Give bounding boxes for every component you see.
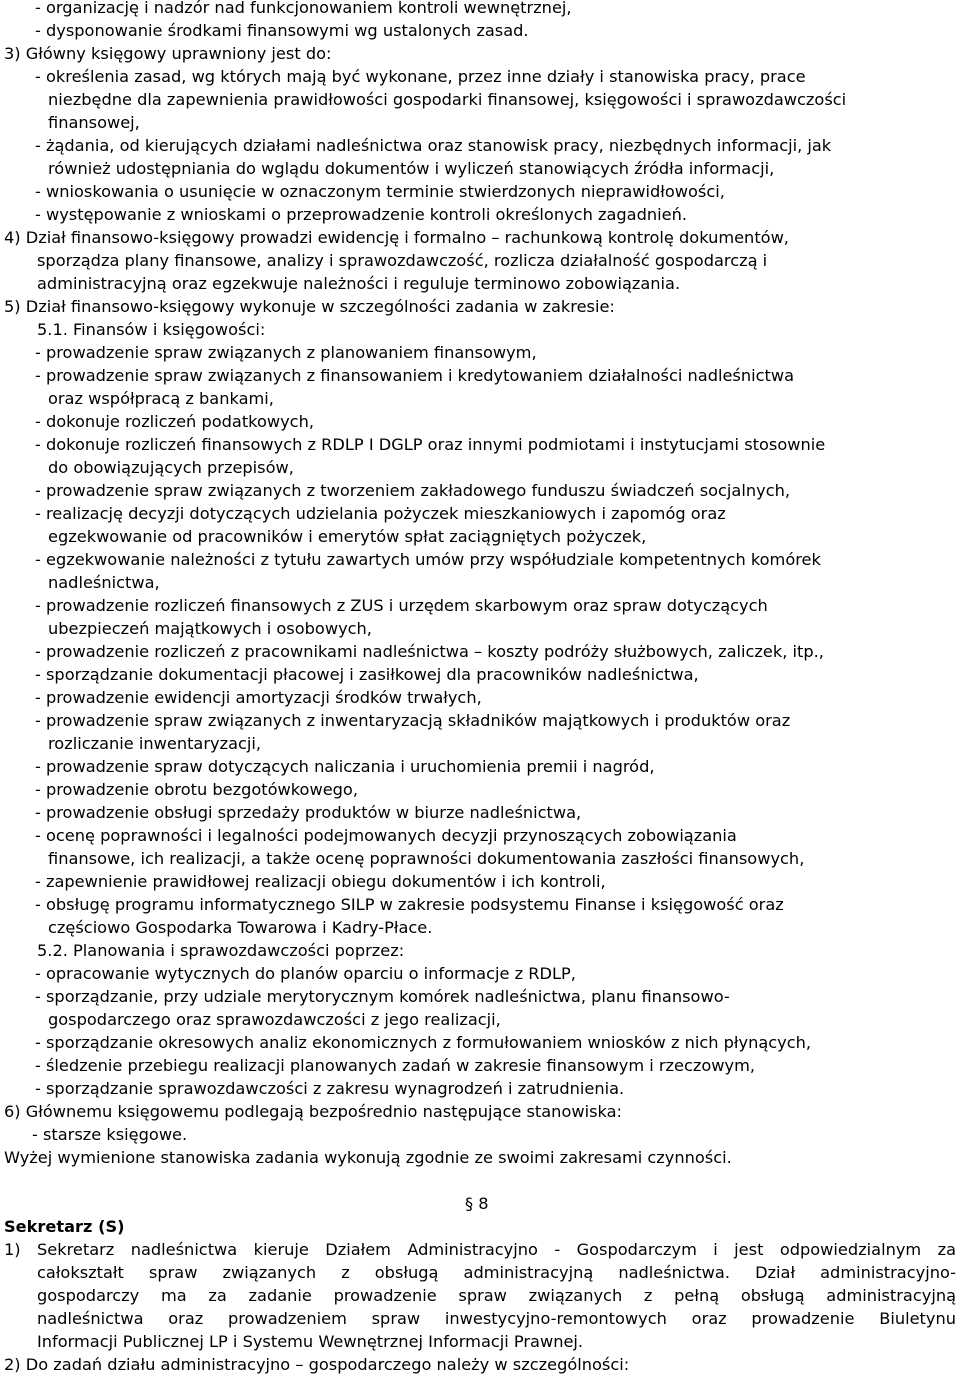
section-heading: 5.1. Finansów i księgowości: — [37, 320, 266, 339]
text-line: niezbędne dla zapewnienia prawidłowości gospodarki finansowej, księgowości i sprawozdawczości — [48, 90, 847, 109]
text-line: - prowadzenie spraw dotyczących naliczania i uruchomienia premii i nagród, — [35, 757, 655, 776]
text-line: - prowadzenie spraw związanych z planowaniem finansowym, — [35, 343, 537, 362]
text-line: - wnioskowania o usunięcie w oznaczonym terminie stwierdzonych nieprawidłowości, — [35, 182, 725, 201]
text-line: - obsługę programu informatycznego SILP w zakresie podsystemu Finanse i księgowość oraz — [35, 895, 784, 914]
paragraph-number: § 8 — [465, 1194, 489, 1213]
text-line: 5) Dział finansowo-księgowy wykonuje w szczególności zadania w zakresie: — [4, 297, 615, 316]
text-line: - prowadzenie spraw związanych z inwentaryzacją składników majątkowych i produktów oraz — [35, 711, 791, 730]
text-line: - sporządzanie, przy udziale merytorycznym komórek nadleśnictwa, planu finansowo- — [35, 987, 730, 1006]
text-line: egzekwowanie od pracowników i emerytów spłat zaciągniętych pożyczek, — [48, 527, 647, 546]
text-line: rozliczanie inwentaryzacji, — [48, 734, 262, 753]
text-line: 3) Główny księgowy uprawniony jest do: — [4, 44, 332, 63]
text-line: nadleśnictwa oraz prowadzeniem spraw inwestycyjno-remontowych oraz prowadzenie Biuletynu — [37, 1309, 956, 1328]
text-line: - opracowanie wytycznych do planów oparciu o informacje z RDLP, — [35, 964, 576, 983]
text-line: - określenia zasad, wg których mają być wykonane, przez inne działy i stanowiska pracy, prace — [35, 67, 806, 86]
text-line: finansowej, — [48, 113, 140, 132]
text-line: również udostępniania do wglądu dokumentów i wyliczeń stanowiących źródła informacji, — [48, 159, 775, 178]
text-line: - dysponowanie środkami finansowymi wg ustalonych zasad. — [35, 21, 529, 40]
text-line: - dokonuje rozliczeń podatkowych, — [35, 412, 314, 431]
section-heading: 5.2. Planowania i sprawozdawczości poprzez: — [37, 941, 405, 960]
text-line: - występowanie z wnioskami o przeprowadzenie kontroli określonych zagadnień. — [35, 205, 687, 224]
text-line: ubezpieczeń majątkowych i osobowych, — [48, 619, 372, 638]
text-line: gospodarczego oraz sprawozdawczości z jego realizacji, — [48, 1010, 501, 1029]
text-line: 2) Do zadań działu administracyjno – gospodarczego należy w szczególności: — [4, 1355, 630, 1374]
text-line: - dokonuje rozliczeń finansowych z RDLP I DGLP oraz innymi podmiotami i instytucjami stosownie — [35, 435, 826, 454]
text-line: Wyżej wymienione stanowiska zadania wykonują zgodnie ze swoimi zakresami czynności. — [4, 1148, 732, 1167]
text-line: - śledzenie przebiegu realizacji planowanych zadań w zakresie finansowym i rzeczowym, — [35, 1056, 756, 1075]
text-line: - prowadzenie obsługi sprzedaży produktów w biurze nadleśnictwa, — [35, 803, 582, 822]
text-line: częściowo Gospodarka Towarowa i Kadry-Płace. — [48, 918, 433, 937]
text-line: - sporządzanie okresowych analiz ekonomicznych z formułowaniem wniosków z nich płynących, — [35, 1033, 812, 1052]
text-line: nadleśnictwa, — [48, 573, 160, 592]
text-line: 4) Dział finansowo-księgowy prowadzi ewidencję i formalno – rachunkową kontrolę dokumentów, — [4, 228, 789, 247]
text-line: - prowadzenie rozliczeń finansowych z ZUS i urzędem skarbowym oraz spraw dotyczących — [35, 596, 768, 615]
text-line: - starsze księgowe. — [32, 1125, 188, 1144]
text-line: sporządza plany finansowe, analizy i sprawozdawczość, rozlicza działalność gospodarczą i — [37, 251, 768, 270]
text-line: - żądania, od kierujących działami nadleśnictwa oraz stanowisk pracy, niezbędnych informacji, jak — [35, 136, 832, 155]
text-line: finansowe, ich realizacji, a także ocenę poprawności dokumentowania zaszłości finansowych, — [48, 849, 805, 868]
text-line: - egzekwowanie należności z tytułu zawartych umów przy współudziale kompetentnych komórek — [35, 550, 821, 569]
text-line: - prowadzenie spraw związanych z tworzeniem zakładowego funduszu świadczeń socjalnych, — [35, 481, 790, 500]
text-line: - ocenę poprawności i legalności podejmowanych decyzji przynoszących zobowiązania — [35, 826, 737, 845]
text-line: oraz współpracą z bankami, — [48, 389, 274, 408]
text-line: - sporządzanie dokumentacji płacowej i zasiłkowej dla pracowników nadleśnictwa, — [35, 665, 699, 684]
text-line: - realizację decyzji dotyczących udzielania pożyczek mieszkaniowych i zapomóg oraz — [35, 504, 726, 523]
section-title: Sekretarz (S) — [4, 1217, 125, 1236]
text-line: - prowadzenie obrotu bezgotówkowego, — [35, 780, 358, 799]
text-line: - prowadzenie spraw związanych z finansowaniem i kredytowaniem działalności nadleśnictwa — [35, 366, 795, 385]
text-line: - zapewnienie prawidłowej realizacji obiegu dokumentów i ich kontroli, — [35, 872, 606, 891]
text-line: - prowadzenie rozliczeń z pracownikami nadleśnictwa – koszty podróży służbowych, zaliczek, itp., — [35, 642, 824, 661]
text-line: - sporządzanie sprawozdawczości z zakresu wynagrodzeń i zatrudnienia. — [35, 1079, 625, 1098]
text-line: Informacji Publicznej LP i Systemu Wewnętrznej Informacji Prawnej. — [37, 1332, 584, 1351]
text-line: do obowiązujących przepisów, — [48, 458, 294, 477]
text-line: - organizację i nadzór nad funkcjonowaniem kontroli wewnętrznej, — [35, 0, 572, 17]
text-line: gospodarczy ma za zadanie prowadzenie spraw związanych z pełną obsługą administracyjną — [37, 1286, 956, 1305]
text-line: administracyjną oraz egzekwuje należności i reguluje terminowo zobowiązania. — [37, 274, 681, 293]
text-line: całokształt spraw związanych z obsługą administracyjną nadleśnictwa. Dział administracyjno- — [37, 1263, 956, 1282]
text-line: 1) Sekretarz nadleśnictwa kieruje Działem Administracyjno - Gospodarczym i jest odpowiedzialnym za — [4, 1240, 956, 1259]
text-line: 6) Głównemu księgowemu podlegają bezpośrednio następujące stanowiska: — [4, 1102, 622, 1121]
text-line: - prowadzenie ewidencji amortyzacji środków trwałych, — [35, 688, 482, 707]
